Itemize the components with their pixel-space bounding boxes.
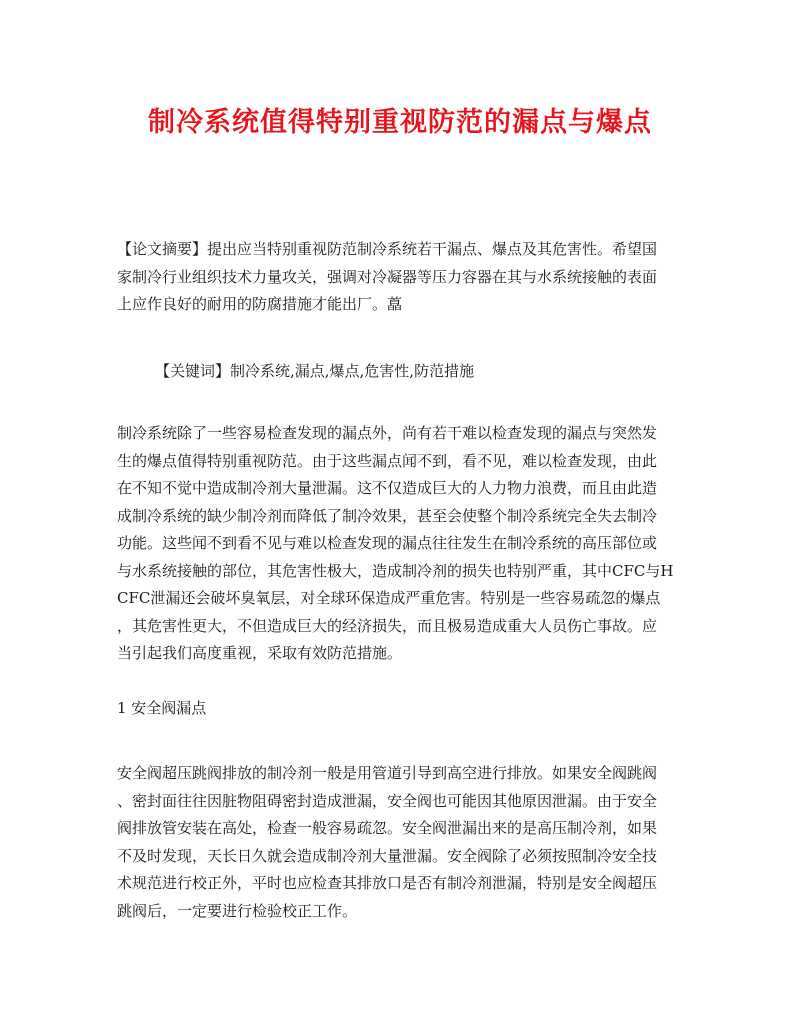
intro-line: 成制冷系统的缺少制冷剂而降低了制冷效果，甚至会使整个制冷系统完全失去制冷 — [117, 506, 658, 525]
abstract-paragraph — [117, 236, 687, 319]
intro-line: ，其危害性更大，不但造成巨大的经济损失，而且极易造成重大人员伤亡事故。应 — [117, 616, 658, 635]
intro-line: 在不知不觉中造成制冷剂大量泄漏。这不仅造成巨大的人力物力浪费，而且由此造 — [117, 479, 658, 497]
intro-line: 制冷系统除了一些容易检查发现的漏点外，尚有若干难以检查发现的漏点与突然发 — [117, 424, 658, 442]
intro-line: CFC泄漏还会破坏臭氧层，对全球环保造成严重危害。特别是一些容易疏忽的爆点 — [117, 589, 661, 607]
section1-line: 术规范进行校正外，平时也应检查其排放口是否有制冷剂泄漏，特别是安全阀超压 — [117, 874, 658, 892]
section-heading: 1 安全阀漏点 — [117, 699, 207, 717]
section1-line: 不及时发现，天长日久就会造成制冷剂大量泄漏。安全阀除了必须按照制冷安全技 — [117, 846, 658, 865]
abstract-line: 上应作良好的耐用的防腐措施才能出厂。藠 — [117, 295, 403, 313]
section1-line: 、密封面往往因脏物阻碍密封造成泄漏，安全阀也可能因其他原因泄漏。由于安全 — [117, 791, 658, 810]
abstract-line: 【论文摘要】提出应当特别重视防范制冷系统若干漏点、爆点及其危害性。希望国 — [117, 240, 658, 258]
intro-line: 功能。这些闻不到看不见与难以检查发现的漏点往往发生在制冷系统的高压部位或 — [117, 534, 658, 552]
section1-paragraph — [117, 760, 687, 925]
section1-line: 跳阀后，一定要进行检验校正工作。 — [117, 901, 358, 920]
intro-line: 当引起我们高度重视，采取有效防范措施。 — [117, 644, 403, 662]
section1-line: 安全阀超压跳阀排放的制冷剂一般是用管道引导到高空进行排放。如果安全阀跳阀 — [117, 764, 658, 782]
intro-paragraph — [117, 420, 687, 668]
keywords-line: 【关键词】制冷系统,漏点,爆点,危害性,防范措施 — [155, 362, 475, 380]
document-title: 制冷系统值得特别重视防范的漏点与爆点 — [148, 107, 652, 138]
intro-line: 生的爆点值得特别重视防范。由于这些漏点闻不到，看不见，难以检查发现，由此 — [117, 451, 658, 470]
intro-line: 与水系统接触的部位，其危害性极大，造成制冷剂的损失也特别严重，其中CFC与H — [117, 561, 674, 580]
abstract-line: 家制冷行业组织技术力量攻关，强调对冷凝器等压力容器在其与水系统接触的表面 — [117, 267, 658, 286]
section1-line: 阀排放管安装在高处，检查一般容易疏忽。安全阀泄漏出来的是高压制冷剂，如果 — [117, 819, 658, 837]
